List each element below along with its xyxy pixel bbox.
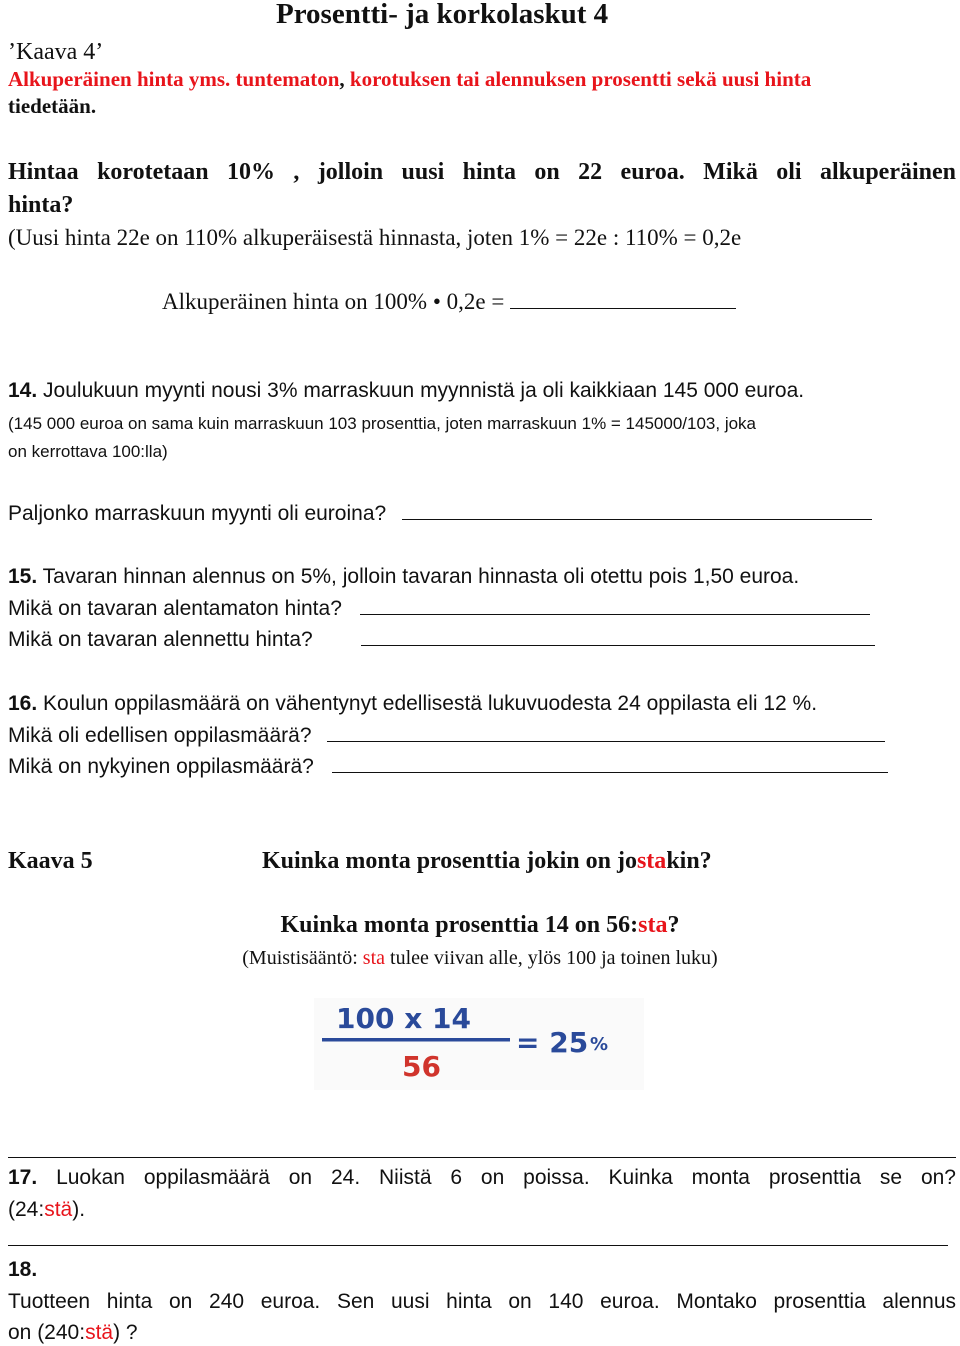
kaava5-label: Kaava 5 bbox=[8, 848, 93, 874]
answer-line-17[interactable] bbox=[8, 1245, 948, 1246]
task-17-hint: (24:stä). bbox=[8, 1198, 86, 1221]
kaava4-example-explanation: (Uusi hinta 22e on 110% alkuperäisestä hinnasta, joten 1% = 22e : 110% = 0,2e bbox=[8, 225, 742, 250]
answer-blank[interactable] bbox=[360, 613, 870, 615]
kaava4-example-result: Alkuperäinen hinta on 100% • 0,2e = bbox=[162, 290, 736, 313]
task-17 bbox=[8, 1167, 956, 1188]
kaava4-example-question-2: hinta? bbox=[8, 192, 74, 218]
task-18-number: 18. bbox=[8, 1258, 38, 1281]
task-16-question-2: Mikä on nykyinen oppilasmäärä? bbox=[8, 756, 888, 777]
kaava5-rule: (Muistisääntö: sta tulee viivan alle, ylös 100 ja toinen luku) bbox=[242, 947, 718, 969]
kaava5-example: Kuinka monta prosenttia 14 on 56:sta? bbox=[280, 912, 680, 938]
formula-percent: % bbox=[590, 1034, 609, 1055]
answer-blank[interactable] bbox=[510, 307, 736, 309]
answer-blank[interactable] bbox=[327, 740, 885, 742]
task-16-text: Koulun oppilasmäärä on vähentynyt edellisestä lukuvuodesta 24 oppilasta eli 12 %. bbox=[43, 692, 818, 715]
fraction-formula bbox=[314, 998, 644, 1090]
task-14-question: Paljonko marraskuun myynti oli euroina? bbox=[8, 503, 872, 524]
formula-denominator: 56 bbox=[402, 1050, 441, 1083]
kaava5-heading: Kuinka monta prosenttia jokin on jostakin? bbox=[262, 848, 712, 874]
formula-image bbox=[314, 998, 644, 1090]
task-16-question-1: Mikä oli edellisen oppilasmäärä? bbox=[8, 725, 885, 746]
fraction-bar bbox=[322, 1038, 510, 1042]
task-17-text: Luokan oppilasmäärä on 24. Niistä 6 on poissa. Kuinka monta prosenttia se on? bbox=[56, 1166, 956, 1189]
task-14-explanation-2: on kerrottava 100:lla) bbox=[8, 442, 168, 461]
task-15-question-2: Mikä on tavaran alennettu hinta? bbox=[8, 629, 875, 650]
task-16 bbox=[8, 693, 817, 714]
task-18-line2: on (240:stä) ? bbox=[8, 1321, 138, 1344]
kaava4-desc-line2: tiedetään. bbox=[8, 94, 97, 118]
page-title: Prosentti- ja korkolaskut 4 bbox=[276, 0, 609, 30]
answer-blank[interactable] bbox=[332, 771, 888, 773]
kaava4-desc-red: Alkuperäinen hinta yms. tuntematon bbox=[8, 67, 340, 91]
kaava4-description: Alkuperäinen hinta yms. tuntematon, korotuksen tai alennuksen prosentti sekä uusi hinta bbox=[8, 67, 812, 91]
formula-numerator: 100 x 14 bbox=[336, 1002, 471, 1035]
task-15-text: Tavaran hinnan alennus on 5%, jolloin tavaran hinnasta oli otettu pois 1,50 euroa. bbox=[42, 565, 800, 588]
task-14-number: 14. bbox=[8, 379, 38, 402]
answer-blank[interactable] bbox=[402, 518, 872, 520]
formula-result: = 25 bbox=[516, 1026, 589, 1059]
divider-line bbox=[8, 1157, 956, 1158]
task-16-number: 16. bbox=[8, 692, 38, 715]
kaava4-heading: ’Kaava 4’ bbox=[8, 39, 104, 65]
answer-blank[interactable] bbox=[361, 644, 875, 646]
task-15-number: 15. bbox=[8, 565, 38, 588]
task-18-text: Tuotteen hinta on 240 euroa. Sen uusi hinta on 140 euroa. Montako prosenttia alennus bbox=[8, 1290, 956, 1313]
kaava4-desc-red2: korotuksen tai alennuksen prosentti sekä uusi hinta bbox=[349, 67, 812, 91]
task-17-number: 17. bbox=[8, 1166, 38, 1189]
task-15-question-1: Mikä on tavaran alentamaton hinta? bbox=[8, 598, 870, 619]
task-15 bbox=[8, 566, 799, 587]
task-14-explanation-1: (145 000 euroa on sama kuin marraskuun 103 prosenttia, joten marraskuun 1% = 145000/103, joka bbox=[8, 414, 756, 433]
kaava4-example-question: Hintaa korotetaan 10% , jolloin uusi hinta on 22 euroa. Mikä oli alkuperäinen bbox=[8, 159, 956, 185]
task-14 bbox=[8, 380, 804, 401]
task-14-text: Joulukuun myynti nousi 3% marraskuun myynnistä ja oli kaikkiaan 145 000 euroa. bbox=[43, 379, 805, 402]
